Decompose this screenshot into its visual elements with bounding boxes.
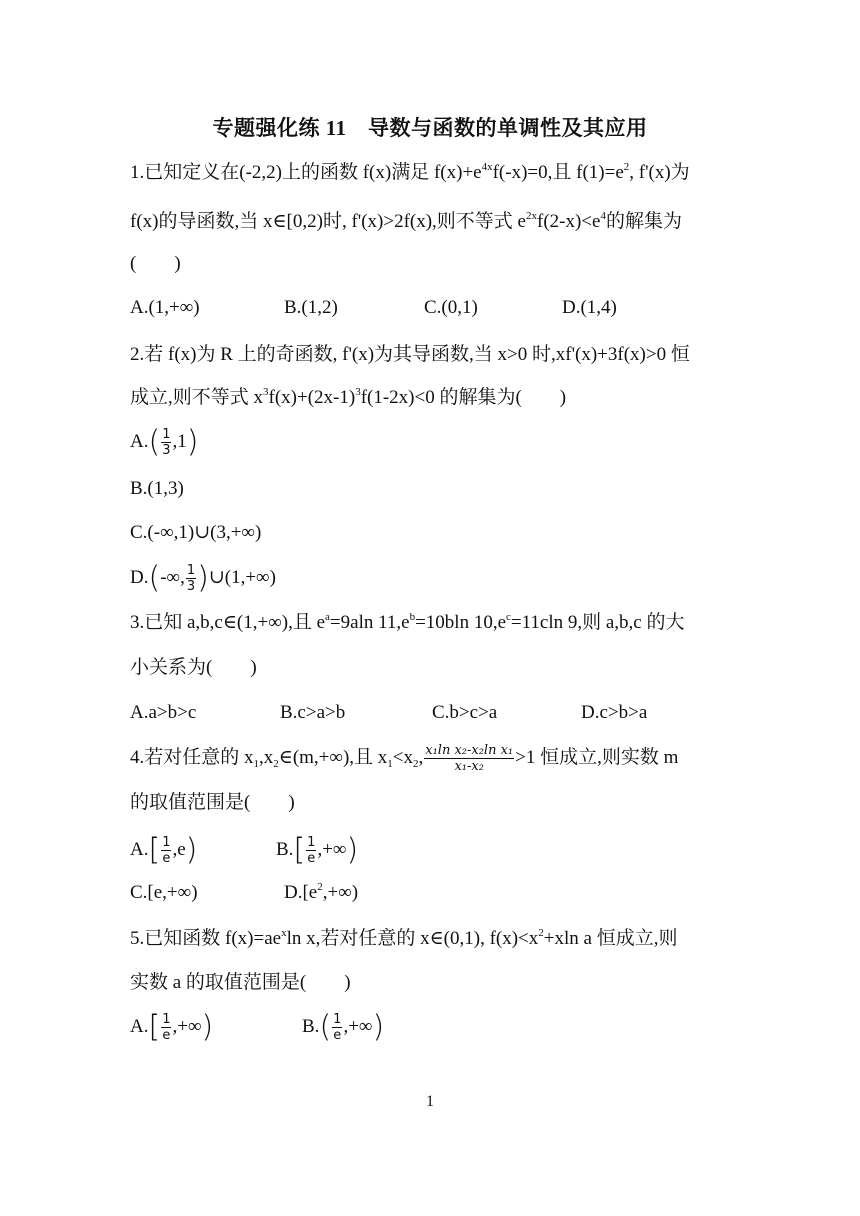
q3-option-b: B.c>a>b (280, 702, 346, 723)
q3-line-1: 3.已知 a,b,c∈(1,+∞),且 $e^a=9aln$ $11,e^b=10bln$ $10,e^c=11cln$ 9,则 a,b,c 的大 (130, 611, 685, 633)
q2-option-a: A.( $\frac{1}{3}$ ,1) (130, 424, 199, 460)
q3-option-a: A.a>b>c (130, 702, 197, 723)
q2-option-c: C.(-∞,1)∪(3,+∞) (130, 522, 262, 543)
q2-line-2: 成立,则不等式 $x^3f(x)+(2x-1)^3f(1-2x)<0$ 的解集为( ) (130, 386, 567, 408)
q4-line-1: 4.若对任意的 $x_1,x_2\in(m,+\infty)$,且 $x_1<x_2$, $\frac{\text{x₁ln x₂-x₂ln x₁}}{\text{x₁-x₂}}$ >1 恒成立,则实数 m (130, 743, 679, 774)
title-prefix: 专题强化练 11 (212, 116, 347, 140)
q5-line-1: 5.已知函数 $f(x)=ae^x\ln$ x,若对任意的 x∈(0,1), $f(x)<x^2+xln$ a 恒成立,则 (130, 927, 678, 949)
title-main: 导数与函数的单调性及其应用 (368, 116, 648, 140)
q1-line-3: ( ) (130, 253, 181, 274)
q3-line-2: 小关系为( ) (130, 657, 257, 678)
q1-option-d: D.(1,4) (562, 297, 617, 318)
q4-line-2: 的取值范围是( ) (130, 792, 295, 813)
q4-option-b: B.[ $\frac{1}{e}$ ,+∞) (276, 832, 359, 868)
q1-line-1: 1.已知定义在(-2,2)上的函数 f(x)满足 $f(x)+e^{4x}f(-x)=0$,且 $f(1)=e^2$, f'(x)为 (130, 161, 690, 183)
q5-option-a: A.[ $\frac{1}{e}$ ,+∞) (130, 1009, 214, 1045)
q4-option-c: C.[e,+∞) (130, 882, 198, 903)
q5-option-b: B.( $\frac{1}{e}$ ,+∞) (302, 1009, 385, 1045)
q1-option-c: C.(0,1) (424, 297, 478, 318)
q2-option-d: D.(-∞, $\frac{1}{3}$ )∪(1,+∞) (130, 560, 276, 596)
page-title (0, 112, 860, 142)
q4-fraction: $\frac{\text{x₁ln x₂-x₂ln x₁}}{\text{x₁-x₂}}$ (425, 743, 514, 774)
page-number: 1 (426, 1093, 434, 1110)
q3-option-d: D.c>b>a (581, 702, 648, 723)
q1-option-a: A.(1,+∞) (130, 297, 200, 318)
q3-option-c: C.b>c>a (432, 702, 498, 723)
q5-line-2: 实数 a 的取值范围是( ) (130, 972, 351, 993)
q4-option-a: A.[ $\frac{1}{e}$ ,e) (130, 832, 198, 868)
q4-option-d: $D.[e^2,+\infty)$ (284, 881, 359, 903)
q1-option-b: B.(1,2) (284, 297, 338, 318)
q2-option-b: B.(1,3) (130, 478, 184, 499)
q1-line-2: f(x)的导函数,当 x∈[0,2)时, f'(x)>2f(x),则不等式 $e^{2x}f(2-x)<e^4$的解集为 (130, 210, 682, 232)
q2-line-1: 2.若 f(x)为 R 上的奇函数, f'(x)为其导函数,当 x>0 时,xf'(x)+3f(x)>0 恒 (130, 344, 690, 365)
